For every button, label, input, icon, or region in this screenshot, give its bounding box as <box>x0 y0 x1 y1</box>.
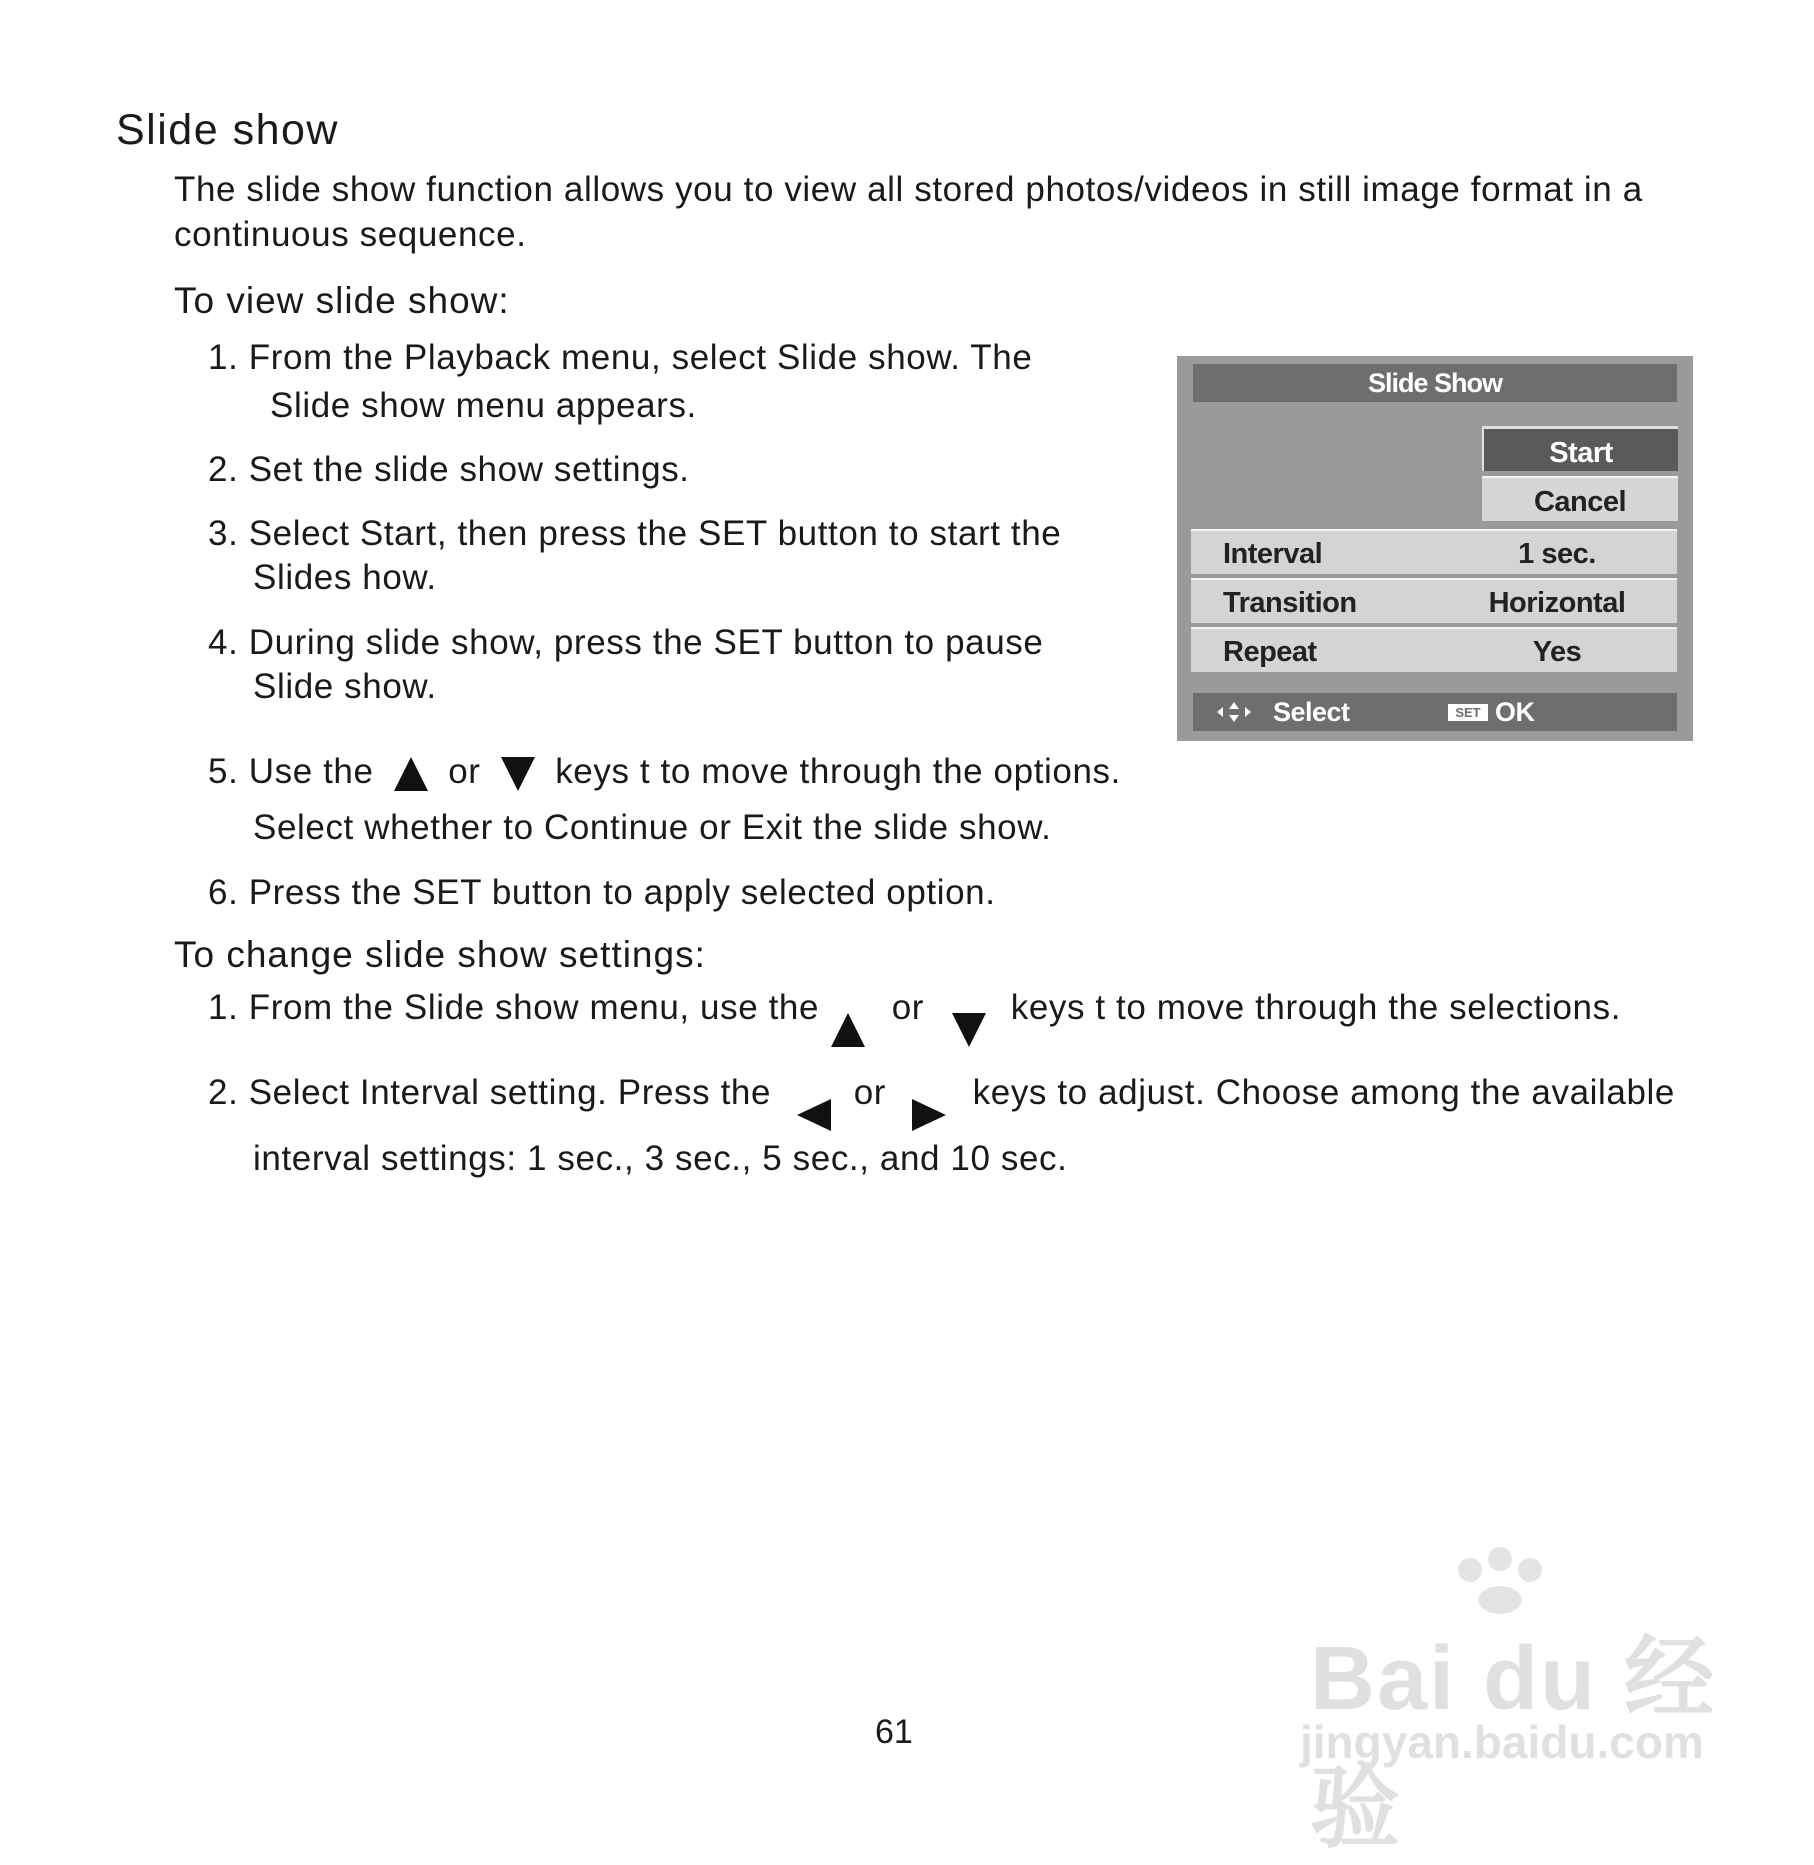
menu-footer <box>1193 693 1677 731</box>
baidu-watermark <box>1290 1545 1730 1859</box>
transition-row[interactable] <box>1191 578 1677 623</box>
intro-text-line1: The slide show function allows you to view all stored photos/videos in still image format in a <box>174 170 1643 209</box>
change-step-1-text-b: or <box>891 988 925 1027</box>
footer-select-label: Select <box>1273 697 1350 727</box>
view-step-5-text-c: keys t to move through the options. <box>555 752 1121 791</box>
change-step-2-cont: interval settings: 1 sec., 3 sec., 5 sec., and 10 sec. <box>253 1139 1068 1178</box>
view-section-heading: To view slide show: <box>174 280 510 321</box>
interval-label: Interval <box>1223 538 1323 570</box>
view-step-3: 3. Select Start, then press the SET button to start the <box>208 514 1062 553</box>
watermark-url: jingyan.baidu.com <box>1300 1716 1704 1768</box>
start-option[interactable]: Start <box>1482 426 1678 471</box>
up-triangle-icon <box>394 757 428 791</box>
repeat-row[interactable] <box>1191 627 1677 672</box>
set-button-icon: SET <box>1448 704 1488 721</box>
interval-row[interactable] <box>1191 529 1677 574</box>
menu-title: Slide Show <box>1193 364 1677 402</box>
repeat-label: Repeat <box>1223 636 1317 668</box>
view-step-2: 2. Set the slide show settings. <box>208 450 690 489</box>
intro-text-line2: continuous sequence. <box>174 215 527 254</box>
cancel-option[interactable]: Cancel <box>1482 476 1678 521</box>
view-step-5-cont: Select whether to Continue or Exit the slide show. <box>253 808 1052 847</box>
change-step-1-text-a: 1. From the Slide show menu, use the <box>208 988 820 1027</box>
left-triangle-icon <box>797 1099 831 1131</box>
change-section-heading: To change slide show settings: <box>174 934 706 975</box>
up-triangle-icon <box>831 1013 865 1047</box>
change-step-1-text-c: keys t to move through the selections. <box>1010 988 1622 1027</box>
view-step-5 <box>208 752 1121 792</box>
change-step-2-text-a: 2. Select Interval setting. Press the <box>208 1073 772 1112</box>
page-title: Slide show <box>116 106 339 154</box>
page-number: 61 <box>875 1713 913 1751</box>
footer-ok-label: OK <box>1495 697 1535 727</box>
right-triangle-icon <box>912 1099 946 1131</box>
slide-show-menu-screen <box>1177 356 1693 741</box>
view-step-4-cont: Slide show. <box>253 667 437 706</box>
transition-label: Transition <box>1223 587 1357 619</box>
change-step-2-text-b: or <box>853 1073 887 1112</box>
down-triangle-icon <box>501 757 535 791</box>
view-step-1: 1. From the Playback menu, select Slide show. The <box>208 338 1033 377</box>
down-triangle-icon <box>952 1013 986 1047</box>
view-step-5-text-a: 5. Use the <box>208 752 374 791</box>
view-step-6: 6. Press the SET button to apply selected option. <box>208 873 996 912</box>
change-step-1 <box>208 988 1621 1028</box>
view-step-4: 4. During slide show, press the SET button to pause <box>208 623 1044 662</box>
watermark-logo: Bai du 经验 <box>1310 1629 1717 1859</box>
view-step-3-cont: Slides how. <box>253 558 437 597</box>
change-step-2 <box>208 1073 1675 1113</box>
navigation-arrows-icon <box>1217 701 1251 723</box>
repeat-value: Yes <box>1532 636 1582 668</box>
change-step-2-text-c: keys to adjust. Choose among the available <box>972 1073 1675 1112</box>
view-step-5-text-b: or <box>448 752 481 791</box>
view-step-1-cont: Slide show menu appears. <box>270 386 697 425</box>
interval-value: 1 sec. <box>1518 538 1596 570</box>
transition-value: Horizontal <box>1488 587 1626 619</box>
